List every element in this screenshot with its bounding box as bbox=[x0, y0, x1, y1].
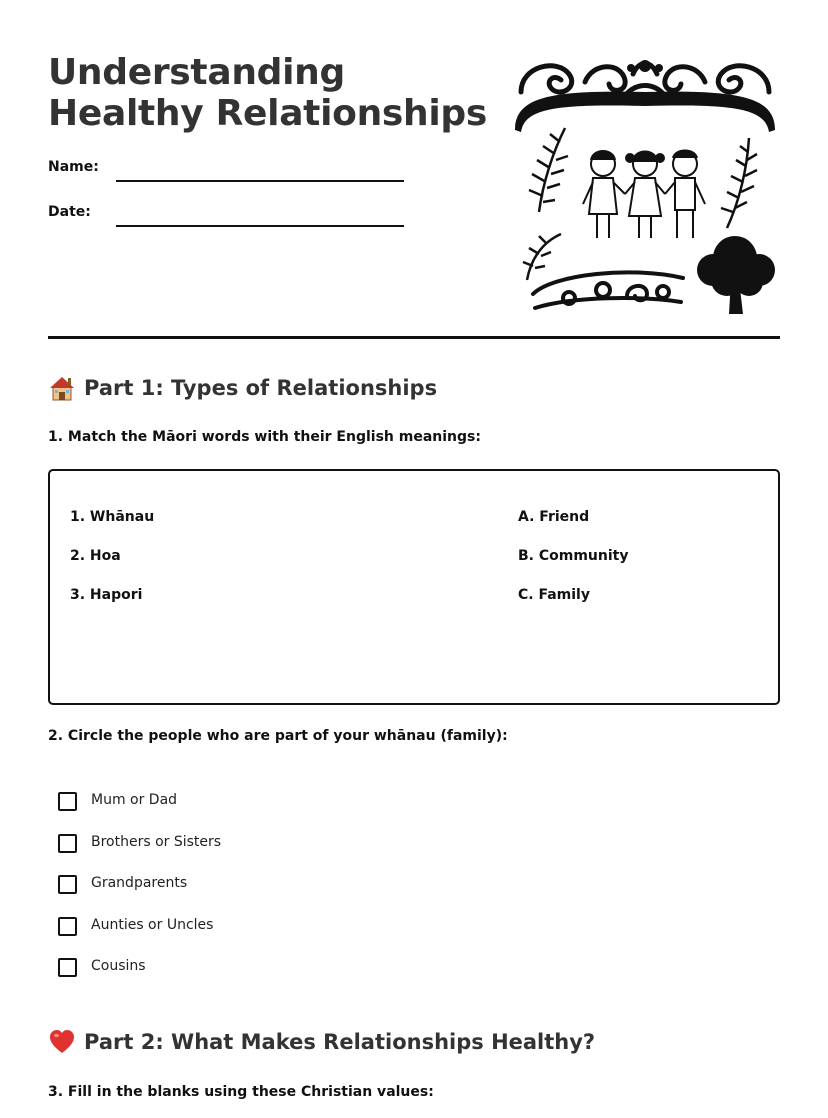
list-item bbox=[58, 790, 221, 832]
checkbox[interactable] bbox=[58, 917, 77, 936]
part2-heading bbox=[48, 1028, 595, 1056]
date-field bbox=[48, 201, 408, 231]
worksheet-header bbox=[48, 0, 780, 340]
koru-border-bottom bbox=[533, 272, 683, 308]
part1-title: Part 1: Types of Relationships bbox=[84, 376, 438, 400]
tree bbox=[697, 236, 775, 314]
date-write-line[interactable] bbox=[116, 225, 404, 227]
checkbox[interactable] bbox=[58, 792, 77, 811]
fern-right bbox=[721, 138, 757, 228]
english-meaning-c[interactable]: C. Family bbox=[518, 587, 590, 603]
name-field bbox=[48, 156, 408, 186]
question-2-prompt: 2. Circle the people who are part of your whānau (family): bbox=[48, 728, 508, 744]
list-item bbox=[58, 832, 221, 874]
checkbox[interactable] bbox=[58, 958, 77, 977]
fern-left bbox=[529, 128, 568, 212]
worksheet-title: Understanding Healthy Relationships bbox=[48, 52, 487, 134]
english-meaning-a[interactable]: A. Friend bbox=[518, 509, 590, 525]
name-label: Name: bbox=[48, 159, 99, 175]
maori-word-3[interactable]: 3. Hapori bbox=[70, 587, 143, 603]
header-divider bbox=[48, 336, 780, 339]
worksheet-page bbox=[48, 0, 780, 1100]
fern-bottom-left bbox=[523, 234, 561, 280]
matching-box bbox=[48, 469, 780, 705]
option-label: Aunties or Uncles bbox=[91, 916, 214, 933]
name-write-line[interactable] bbox=[116, 180, 404, 182]
date-label: Date: bbox=[48, 204, 91, 220]
checkbox[interactable] bbox=[58, 875, 77, 894]
list-item bbox=[58, 915, 221, 957]
list-item bbox=[58, 956, 221, 998]
maori-pattern-children-illustration bbox=[513, 52, 777, 314]
option-label: Brothers or Sisters bbox=[91, 833, 222, 850]
maori-word-1[interactable]: 1. Whānau bbox=[70, 509, 155, 525]
three-children-holding-hands bbox=[583, 151, 705, 239]
checkbox[interactable] bbox=[58, 834, 77, 853]
maori-word-2[interactable]: 2. Hoa bbox=[70, 548, 121, 564]
part2-title: Part 2: What Makes Relationships Healthy? bbox=[84, 1030, 596, 1054]
list-item bbox=[58, 873, 221, 915]
house-icon bbox=[48, 374, 76, 402]
option-label: Grandparents bbox=[91, 875, 188, 891]
english-meaning-b[interactable]: B. Community bbox=[518, 548, 629, 564]
heart-icon bbox=[48, 1028, 76, 1056]
question-3-prompt: 3. Fill in the blanks using these Christian values: bbox=[48, 1084, 434, 1100]
question-1-prompt: 1. Match the Māori words with their English meanings: bbox=[48, 429, 481, 445]
option-label: Cousins bbox=[91, 958, 146, 974]
whanau-checklist bbox=[58, 790, 221, 998]
option-label: Mum or Dad bbox=[91, 792, 178, 808]
arch-band bbox=[515, 92, 775, 132]
part1-heading bbox=[48, 374, 437, 402]
ornament-dot bbox=[639, 60, 651, 72]
